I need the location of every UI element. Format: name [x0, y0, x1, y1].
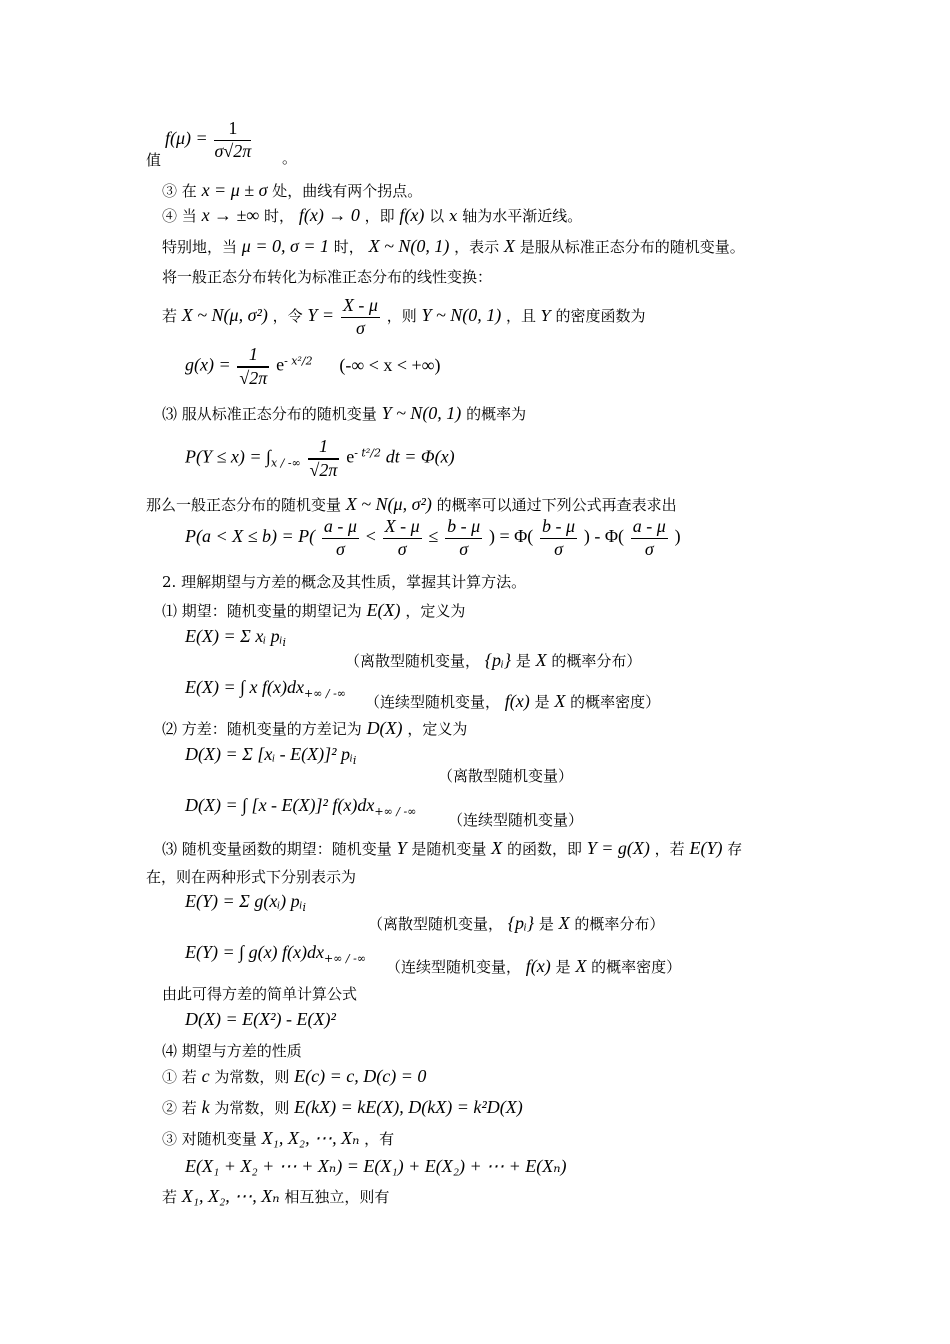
formula: Y: [396, 838, 407, 858]
text: 轴为水平渐近线。: [462, 207, 583, 225]
denominator: σ: [459, 538, 469, 559]
numerator: b - μ: [540, 516, 577, 539]
denominator: √2π: [309, 459, 338, 480]
formula: x → ±∞: [201, 205, 260, 225]
function-expectation-continuous: [185, 942, 366, 966]
text: 。: [282, 149, 298, 167]
fraction: [540, 516, 577, 560]
formula: Y = g(X): [586, 838, 650, 858]
denominator: σ: [554, 538, 563, 559]
text: ⑵ 方差：随机变量的方差记为: [162, 720, 362, 738]
text: 那么一般正态分布的随机变量: [146, 496, 342, 514]
linearity-of-expectation: [185, 1156, 567, 1177]
formula-text: f(μ) =: [165, 128, 208, 149]
formula: E(X₁ + X₂ + ⋯ + Xₙ) = E(X₁) + E(X₂) + ⋯ + E(Xₙ): [185, 1156, 567, 1176]
text: 的概率为: [466, 405, 527, 423]
formula: E(Y): [689, 838, 723, 858]
formula: X: [503, 236, 515, 256]
text-line: [146, 152, 161, 169]
formula: ≤: [428, 526, 439, 547]
text: ，定义为: [405, 602, 466, 620]
formula: X ~ N(μ, σ²): [345, 494, 432, 514]
text: 是: [534, 693, 550, 711]
text: 值: [146, 151, 162, 169]
formula: Y ~ N(0, 1): [421, 305, 502, 326]
formula: D(X) = E(X²) - E(X)²: [185, 1009, 336, 1029]
text: 特别地，当: [162, 238, 238, 256]
text: 由此可得方差的简单计算公式: [162, 985, 358, 1003]
text-line: [162, 1128, 394, 1149]
text-line: [162, 600, 465, 621]
text: 的概率密度）: [570, 693, 661, 711]
text: 的函数，即: [506, 840, 582, 858]
text-line: [365, 691, 660, 712]
fraction: [308, 436, 340, 481]
text: （连续型随机变量）: [448, 811, 584, 829]
numerator: 1: [237, 344, 269, 367]
formula: D(X) = Σ [xᵢ - E(X)]² pᵢ: [185, 744, 353, 764]
text: 存: [727, 840, 743, 858]
formula: f(x): [399, 205, 425, 225]
fraction: [214, 118, 251, 162]
text-line: [438, 768, 573, 785]
text-line: [162, 180, 422, 201]
std-normal-cdf: [185, 436, 455, 481]
variance-shortcut: [185, 1009, 336, 1030]
function-expectation-discrete: [185, 891, 306, 915]
text-line: [162, 236, 745, 257]
text: ④ 当: [162, 207, 197, 225]
text-line: [146, 869, 356, 886]
formula: k: [201, 1097, 210, 1117]
formula: X ~ N(0, 1): [368, 236, 450, 256]
text: 若: [162, 1188, 178, 1206]
formula: X: [491, 838, 503, 858]
integral-limits: +∞ / -∞: [324, 952, 366, 965]
text: （离散型随机变量，: [345, 652, 481, 670]
text: 的概率密度）: [591, 958, 682, 976]
expectation-discrete: [185, 626, 286, 650]
text-line: [282, 150, 297, 167]
formula: c: [201, 1066, 210, 1086]
formula: X₁, X₂, ⋯, Xₙ: [181, 1186, 280, 1206]
denominator: √2π: [239, 367, 268, 388]
text: 2. 理解期望与方差的概念及其性质，掌握其计算方法。: [162, 573, 527, 591]
formula: E(c) = c, D(c) = 0: [294, 1066, 427, 1086]
formula: f(x) → 0: [298, 205, 360, 225]
text: 为常数，则: [214, 1068, 290, 1086]
formula: <: [365, 526, 376, 547]
text-line: [162, 269, 492, 286]
text: 若: [162, 307, 178, 326]
numerator: a - μ: [631, 516, 668, 539]
text: 是: [555, 958, 571, 976]
text: ，表示: [454, 238, 500, 256]
formula: x: [448, 207, 458, 225]
fraction: [445, 516, 482, 560]
text-line: [162, 205, 582, 226]
text-line: [162, 838, 742, 859]
fraction: [383, 516, 422, 560]
text: 以: [429, 207, 445, 225]
text: 是服从标准正态分布的随机变量。: [519, 238, 745, 256]
text: 在，则在两种形式下分别表示为: [146, 868, 357, 886]
text: 时，: [264, 207, 295, 225]
text: ⑶ 服从标准正态分布的随机变量: [162, 405, 377, 423]
text: ，即: [364, 207, 395, 225]
text-line: [162, 295, 646, 339]
text: 是: [515, 652, 531, 670]
text: （离散型随机变量）: [438, 767, 574, 785]
text: 为常数，则: [214, 1099, 290, 1117]
integral-limits: x / -∞: [270, 456, 301, 470]
text: ② 若: [162, 1099, 197, 1117]
numerator: a - μ: [322, 516, 359, 539]
formula: Y: [540, 307, 551, 326]
sum-index: i: [352, 754, 357, 767]
formula: f(x): [504, 691, 530, 711]
formula: E(kX) = kE(X), D(kX) = k²D(X): [294, 1097, 523, 1117]
sum-index: i: [302, 901, 307, 914]
numerator: 1: [214, 118, 251, 141]
variance-continuous: [185, 795, 416, 819]
text: ③ 在: [162, 182, 197, 200]
text-line: [448, 812, 583, 829]
text-line: [386, 956, 681, 977]
formula: E(Y) = ∫ g(x) f(x)dx: [185, 942, 325, 962]
text: ，若: [654, 840, 685, 858]
text: 将一般正态分布转化为标准正态分布的线性变换：: [162, 268, 493, 286]
denominator: σ: [644, 538, 654, 559]
denominator: σ: [335, 538, 345, 559]
fraction: [631, 516, 668, 560]
formula: Y ~ N(0, 1): [381, 403, 462, 423]
text: ① 若: [162, 1068, 197, 1086]
text: 相互独立，则有: [284, 1188, 390, 1206]
formula: D(X) = ∫ [x - E(X)]² f(x)dx: [185, 795, 375, 815]
text-line: [368, 913, 664, 934]
numerator: 1: [308, 436, 340, 459]
formula: x = μ ± σ: [201, 180, 268, 200]
text: 的概率分布）: [551, 652, 642, 670]
sum-index: i: [282, 636, 287, 649]
fraction: [341, 295, 380, 339]
text: ⑷ 期望与方差的性质: [162, 1042, 302, 1060]
text: 是随机变量: [411, 840, 487, 858]
formula: e: [276, 354, 285, 375]
density-peak-formula: [165, 118, 253, 162]
text-line: [162, 718, 467, 739]
formula: μ = 0, σ = 1: [241, 236, 330, 256]
text-line: [162, 1043, 302, 1060]
formula: X ~ N(μ, σ²): [181, 305, 268, 326]
text: ⑴ 期望：随机变量的期望记为: [162, 602, 362, 620]
text: ⑶ 随机变量函数的期望：随机变量: [162, 840, 392, 858]
formula: (-∞ < x < +∞): [339, 354, 441, 375]
formula: dt = Φ(x): [385, 446, 455, 467]
text: （连续型随机变量，: [365, 693, 501, 711]
denominator: σ√2π: [214, 140, 252, 161]
formula: {pᵢ}: [507, 913, 535, 933]
variance-discrete: [185, 744, 356, 768]
text: 的密度函数为: [555, 307, 646, 326]
text: 的概率可以通过下列公式再查表求出: [436, 496, 677, 514]
text-line: [162, 1066, 426, 1087]
general-normal-probability: [185, 516, 681, 560]
exponent: - x²/2: [284, 354, 313, 368]
numerator: X - μ: [383, 516, 422, 539]
denominator: σ: [397, 538, 407, 559]
formula: D(X): [366, 718, 403, 738]
formula: {pᵢ}: [484, 650, 512, 670]
numerator: b - μ: [445, 516, 482, 539]
text: （离散型随机变量，: [368, 915, 504, 933]
formula: g(x) =: [185, 354, 231, 375]
formula: E(X): [366, 600, 401, 620]
formula: E(Y) = Σ g(xᵢ) pᵢ: [185, 891, 303, 911]
text: （连续型随机变量，: [386, 958, 522, 976]
formula: X: [554, 691, 566, 711]
text: ，定义为: [407, 720, 468, 738]
section-heading: [162, 574, 526, 591]
formula: e: [346, 446, 355, 467]
formula: X₁, X₂, ⋯, Xₙ: [261, 1128, 360, 1148]
text: 时，: [333, 238, 364, 256]
formula: ) - Φ(: [583, 526, 624, 547]
formula: Y =: [307, 305, 335, 326]
text: ，则: [386, 307, 417, 326]
formula: X: [558, 913, 570, 933]
formula: ) = Φ(: [488, 526, 534, 547]
formula: f(x): [525, 956, 551, 976]
text-line: [146, 494, 677, 515]
formula: ): [674, 526, 681, 547]
text: ，且: [506, 307, 537, 326]
formula: P(a < X ≤ b) = P(: [185, 526, 316, 547]
text-line: [162, 403, 526, 424]
formula: E(X) = Σ xᵢ pᵢ: [185, 626, 283, 646]
text: ③ 对随机变量: [162, 1130, 257, 1148]
text: 是: [538, 915, 554, 933]
formula: P(Y ≤ x) = ∫: [185, 446, 271, 467]
std-normal-density: [185, 344, 441, 389]
text-line: [162, 1186, 389, 1207]
text-line: [345, 650, 641, 671]
denominator: σ: [355, 317, 365, 338]
numerator: X - μ: [341, 295, 380, 318]
text: 处，曲线有两个拐点。: [272, 182, 423, 200]
fraction: [237, 344, 269, 389]
exponent: - t²/2: [354, 446, 381, 460]
fraction: [322, 516, 359, 560]
text: 的概率分布）: [574, 915, 665, 933]
formula: X: [535, 650, 547, 670]
text-line: [162, 986, 357, 1003]
integral-limits: +∞ / -∞: [374, 805, 417, 818]
expectation-continuous: [185, 677, 346, 701]
formula: E(X) = ∫ x f(x)dx: [185, 677, 305, 697]
integral-limits: +∞ / -∞: [304, 687, 346, 700]
text: ，令: [272, 307, 303, 326]
formula: X: [575, 956, 587, 976]
text-line: [162, 1097, 523, 1118]
text: ，有: [364, 1130, 395, 1148]
